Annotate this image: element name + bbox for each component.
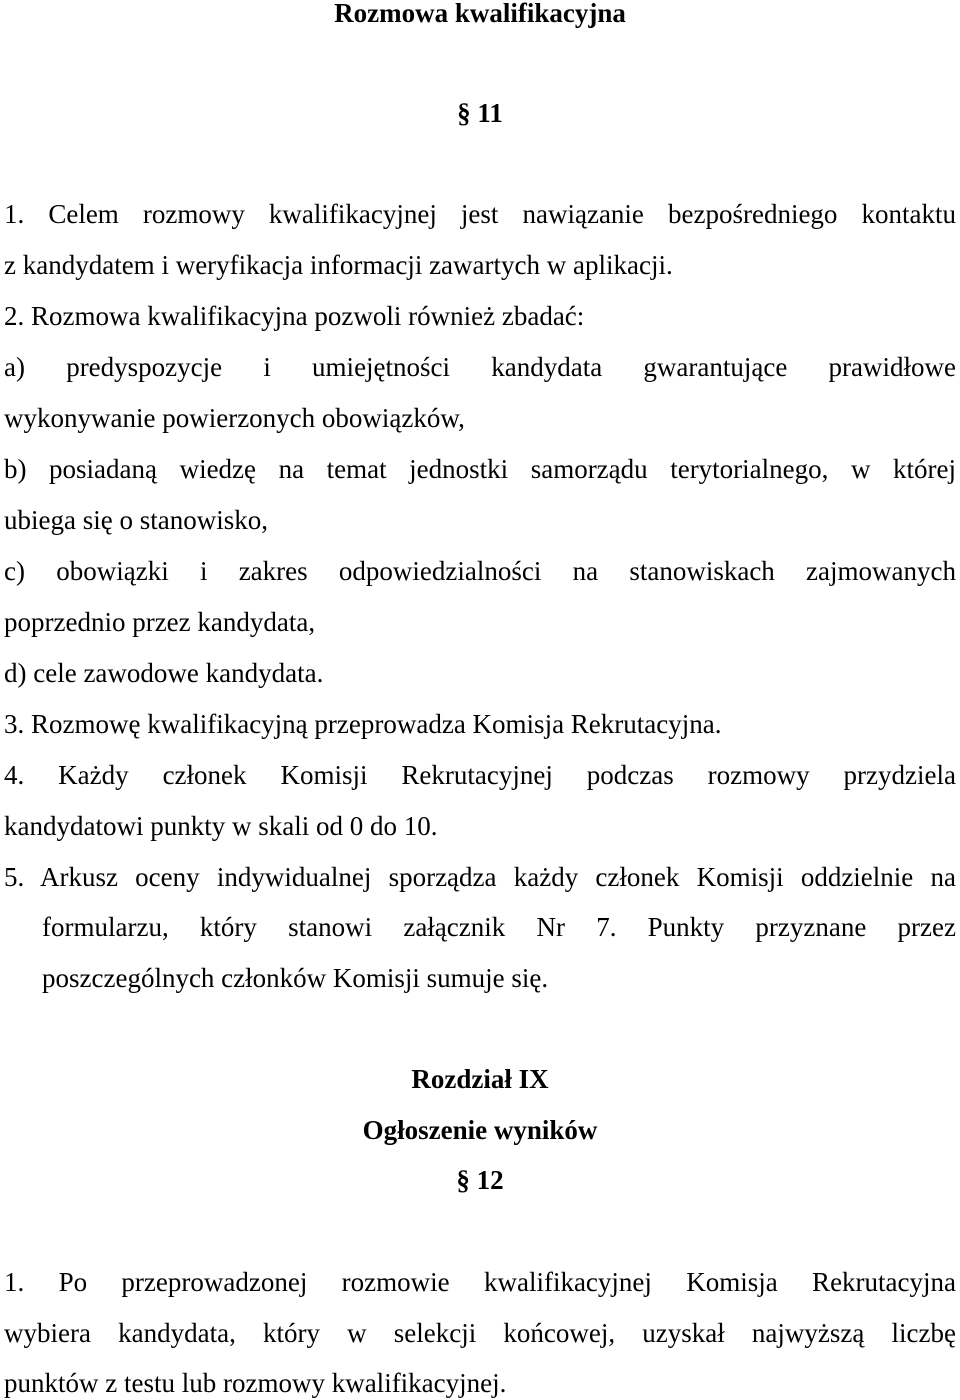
paragraph-line: 4. Każdy członek Komisji Rekrutacyjnej podczas rozmowy przydziela xyxy=(4,760,956,790)
section-number: § 11 xyxy=(457,98,503,128)
paragraph-line: poszczególnych członków Komisji sumuje się. xyxy=(42,963,549,993)
paragraph-line: poprzednio przez kandydata, xyxy=(4,607,316,637)
paragraph-line: ubiega się o stanowisko, xyxy=(4,505,268,535)
section-number-2: § 12 xyxy=(456,1165,504,1195)
paragraph-line: formularzu, który stanowi załącznik Nr 7. Punkty przyznane przez xyxy=(42,912,956,942)
paragraph-line: b) posiadaną wiedzę na temat jednostki samorządu terytorialnego, w której xyxy=(4,454,956,484)
paragraph-line: c) obowiązki i zakres odpowiedzialności na stanowiskach zajmowanych xyxy=(4,556,956,586)
paragraph-line: 3. Rozmowę kwalifikacyjną przeprowadza Komisja Rekrutacyjna. xyxy=(4,709,722,739)
paragraph-line: 5. Arkusz oceny indywidualnej sporządza każdy członek Komisji oddzielnie na xyxy=(4,862,956,892)
paragraph-line: wybiera kandydata, który w selekcji końcowej, uzyskał najwyższą liczbę xyxy=(4,1318,956,1348)
paragraph-line: 1. Celem rozmowy kwalifikacyjnej jest nawiązanie bezpośredniego kontaktu xyxy=(4,199,956,229)
paragraph-line: 1. Po przeprowadzonej rozmowie kwalifikacyjnej Komisja Rekrutacyjna xyxy=(4,1267,956,1297)
paragraph-line: z kandydatem i weryfikacja informacji zawartych w aplikacji. xyxy=(4,250,673,280)
paragraph-line: 2. Rozmowa kwalifikacyjna pozwoli również zbadać: xyxy=(4,301,585,331)
chapter-subtitle: Ogłoszenie wyników xyxy=(362,1115,598,1145)
paragraph-line: d) cele zawodowe kandydata. xyxy=(4,658,324,688)
paragraph-line: a) predyspozycje i umiejętności kandydata gwarantujące prawidłowe xyxy=(4,352,956,382)
section-heading: Rozmowa kwalifikacyjna xyxy=(334,0,626,28)
paragraph-line: kandydatowi punkty w skali od 0 do 10. xyxy=(4,811,438,841)
chapter-title: Rozdział IX xyxy=(411,1064,549,1094)
paragraph-line: wykonywanie powierzonych obowiązków, xyxy=(4,403,465,433)
paragraph-line: punktów z testu lub rozmowy kwalifikacyjnej. xyxy=(4,1368,507,1398)
